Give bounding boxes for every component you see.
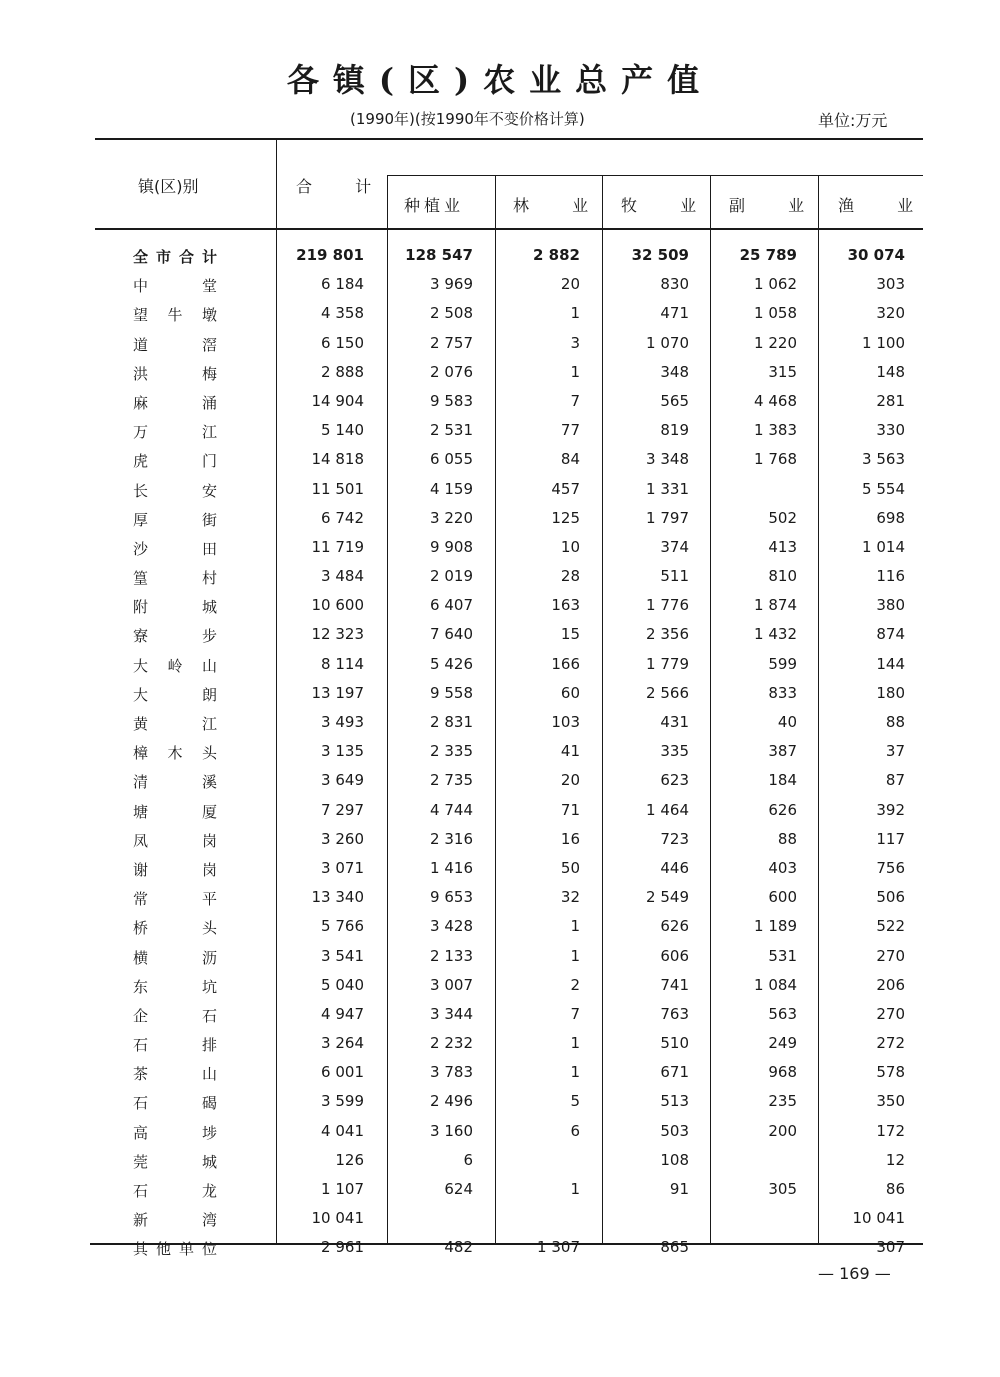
fishery-cell: 307 [876, 1238, 905, 1257]
page-title: 各镇(区)农业总产值 [286, 61, 714, 99]
sideline-cell: 403 [768, 858, 797, 877]
grand-total-row [0, 243, 1000, 272]
table-row [0, 447, 1000, 476]
header-region: 镇(区)别 [138, 177, 199, 196]
total-cell: 6 150 [321, 333, 364, 352]
fishery-cell: 1 014 [862, 537, 905, 556]
sideline-cell: 1 768 [754, 450, 797, 469]
region-cell: 新湾 [133, 1211, 217, 1230]
animal-cell: 91 [669, 1180, 689, 1198]
total-cell: 6 001 [321, 1063, 364, 1082]
region-cell: 企石 [133, 1006, 217, 1025]
forestry-cell: 50 [560, 858, 580, 877]
total-cell: 3 599 [321, 1092, 364, 1111]
sideline-cell: 810 [768, 567, 797, 586]
total-cell: 3 541 [321, 946, 364, 965]
region-cell: 大朗 [133, 685, 217, 704]
top-rule [95, 138, 923, 140]
forestry-cell: 7 [570, 1004, 580, 1023]
animal-cell: 819 [660, 421, 689, 440]
total-cell: 5 766 [321, 917, 364, 936]
animal-cell: 348 [660, 362, 689, 381]
total-cell: 12 323 [311, 625, 364, 644]
sideline-cell: 235 [768, 1092, 797, 1111]
region-cell: 寮步 [133, 627, 217, 646]
forestry-cell: 2 [570, 975, 580, 994]
crop-cell: 5 426 [430, 654, 473, 673]
forestry-cell: 2 882 [533, 246, 580, 264]
forestry-cell: 5 [570, 1092, 580, 1111]
total-cell: 3 264 [321, 1034, 364, 1053]
table-row [0, 1089, 1000, 1118]
table-row [0, 360, 1000, 389]
total-cell: 10 600 [311, 596, 364, 615]
sideline-cell: 40 [777, 713, 797, 731]
fishery-cell: 87 [885, 771, 905, 790]
region-cell: 东坑 [133, 977, 217, 996]
forestry-cell: 6 [570, 1121, 580, 1140]
forestry-cell: 77 [560, 421, 580, 440]
total-cell: 14 818 [311, 450, 364, 469]
region-cell: 厚街 [133, 510, 217, 529]
crop-cell: 2 133 [430, 946, 473, 965]
fishery-cell: 281 [876, 391, 905, 410]
table-row [0, 1206, 1000, 1235]
forestry-cell: 1 [570, 1180, 580, 1198]
region-cell: 横沥 [133, 948, 217, 967]
sideline-cell: 531 [768, 946, 797, 965]
crop-cell: 2 496 [430, 1092, 473, 1111]
region-cell: 中堂 [133, 277, 217, 296]
animal-cell: 471 [660, 304, 689, 323]
sideline-cell: 626 [768, 800, 797, 819]
sideline-cell: 1 084 [754, 975, 797, 994]
animal-cell: 626 [660, 917, 689, 936]
animal-cell: 723 [660, 829, 689, 848]
animal-cell: 513 [660, 1092, 689, 1111]
fishery-cell: 578 [876, 1063, 905, 1082]
header-total: 合 计 [296, 177, 376, 196]
total-cell: 1 107 [321, 1180, 364, 1198]
total-cell: 13 197 [311, 683, 364, 702]
fishery-cell: 303 [876, 275, 905, 294]
total-cell: 6 742 [321, 508, 364, 527]
forestry-cell: 60 [560, 683, 580, 702]
total-cell: 4 041 [321, 1121, 364, 1140]
animal-cell: 108 [660, 1150, 689, 1169]
region-cell: 道滘 [133, 335, 217, 354]
crop-cell: 2 508 [430, 304, 473, 323]
crop-cell: 6 [463, 1150, 473, 1169]
crop-cell: 3 220 [430, 508, 473, 527]
crop-cell: 6 055 [430, 450, 473, 469]
region-cell: 常平 [133, 890, 217, 909]
total-cell: 6 184 [321, 275, 364, 294]
table-row [0, 739, 1000, 768]
total-cell: 126 [335, 1150, 364, 1169]
region-cell: 塘厦 [133, 802, 217, 821]
data-table [0, 243, 1000, 1265]
forestry-cell: 1 [570, 362, 580, 381]
animal-cell: 1 797 [646, 508, 689, 527]
crop-cell: 2 831 [430, 713, 473, 731]
crop-cell: 9 908 [430, 537, 473, 556]
table-row [0, 1060, 1000, 1089]
fishery-cell: 874 [876, 625, 905, 644]
table-row [0, 1119, 1000, 1148]
forestry-cell: 1 [570, 1034, 580, 1053]
crop-cell: 7 640 [430, 625, 473, 644]
forestry-cell: 1 [570, 946, 580, 965]
crop-cell: 2 335 [430, 742, 473, 761]
fishery-cell: 12 [885, 1150, 905, 1169]
forestry-cell: 84 [560, 450, 580, 469]
sideline-cell: 1 220 [754, 333, 797, 352]
crop-cell: 3 428 [430, 917, 473, 936]
crop-cell: 2 316 [430, 829, 473, 848]
region-cell: 石碣 [133, 1094, 217, 1113]
animal-cell: 32 509 [631, 246, 689, 264]
sideline-cell: 599 [768, 654, 797, 673]
total-cell: 13 340 [311, 888, 364, 907]
region-cell: 大岭山 [133, 656, 217, 675]
crop-cell: 9 653 [430, 888, 473, 907]
region-cell: 桥头 [133, 919, 217, 938]
crop-cell: 128 547 [405, 246, 473, 264]
animal-cell: 763 [660, 1004, 689, 1023]
crop-cell: 3 160 [430, 1121, 473, 1140]
animal-cell: 2 549 [646, 888, 689, 907]
table-row [0, 681, 1000, 710]
sideline-cell: 88 [777, 829, 797, 848]
fishery-cell: 270 [876, 946, 905, 965]
region-cell: 望牛墩 [133, 306, 217, 325]
forestry-cell: 1 307 [537, 1238, 580, 1257]
total-cell: 14 904 [311, 391, 364, 410]
animal-cell: 2 356 [646, 625, 689, 644]
sideline-cell: 200 [768, 1121, 797, 1140]
sideline-cell: 1 874 [754, 596, 797, 615]
table-row [0, 389, 1000, 418]
animal-cell: 623 [660, 771, 689, 790]
crop-cell: 2 232 [430, 1034, 473, 1053]
total-cell: 10 041 [311, 1209, 364, 1228]
total-cell: 3 484 [321, 567, 364, 586]
total-cell: 3 135 [321, 742, 364, 761]
forestry-cell: 1 [570, 304, 580, 323]
subtitle: (1990年)(按1990年不变价格计算) [350, 110, 585, 128]
table-row [0, 301, 1000, 330]
fishery-cell: 698 [876, 508, 905, 527]
total-cell: 11 719 [311, 537, 364, 556]
fishery-cell: 172 [876, 1121, 905, 1140]
sideline-cell: 1 383 [754, 421, 797, 440]
total-cell: 3 649 [321, 771, 364, 790]
crop-cell: 6 407 [430, 596, 473, 615]
crop-cell: 482 [444, 1238, 473, 1257]
crop-cell: 2 076 [430, 362, 473, 381]
sideline-cell: 1 189 [754, 917, 797, 936]
table-row [0, 477, 1000, 506]
table-row [0, 1235, 1000, 1264]
animal-cell: 511 [660, 567, 689, 586]
crop-cell: 3 007 [430, 975, 473, 994]
forestry-cell: 163 [551, 596, 580, 615]
table-row [0, 856, 1000, 885]
fishery-cell: 86 [885, 1180, 905, 1198]
fishery-cell: 756 [876, 858, 905, 877]
table-row [0, 1031, 1000, 1060]
fishery-cell: 148 [876, 362, 905, 381]
fishery-cell: 5 554 [862, 479, 905, 498]
total-cell: 4 358 [321, 304, 364, 323]
animal-cell: 1 776 [646, 596, 689, 615]
sideline-cell: 413 [768, 537, 797, 556]
header-forestry: 林 业 [513, 196, 593, 215]
fishery-cell: 180 [876, 683, 905, 702]
region-cell: 沙田 [133, 539, 217, 558]
animal-cell: 503 [660, 1121, 689, 1140]
crop-cell: 2 757 [430, 333, 473, 352]
region-cell: 万江 [133, 423, 217, 442]
crop-cell: 2 019 [430, 567, 473, 586]
sideline-cell: 4 468 [754, 391, 797, 410]
forestry-cell: 16 [560, 829, 580, 848]
sideline-cell: 25 789 [739, 246, 797, 264]
forestry-cell: 10 [560, 537, 580, 556]
page-number: — 169 — [818, 1264, 891, 1283]
region-cell: 凤岗 [133, 831, 217, 850]
total-cell: 5 140 [321, 421, 364, 440]
forestry-cell: 1 [570, 1063, 580, 1082]
sideline-cell: 1 062 [754, 275, 797, 294]
fishery-cell: 10 041 [852, 1209, 905, 1228]
sideline-cell: 968 [768, 1063, 797, 1082]
table-row [0, 418, 1000, 447]
region-cell: 莞城 [133, 1152, 217, 1171]
crop-cell: 1 416 [430, 858, 473, 877]
crop-cell: 4 159 [430, 479, 473, 498]
animal-cell: 1 464 [646, 800, 689, 819]
header-bottom-rule [95, 228, 923, 230]
fishery-cell: 206 [876, 975, 905, 994]
fishery-cell: 320 [876, 304, 905, 323]
table-row [0, 331, 1000, 360]
header-crop: 种植业 [404, 196, 465, 215]
total-cell: 11 501 [311, 479, 364, 498]
animal-cell: 565 [660, 391, 689, 410]
forestry-cell: 457 [551, 479, 580, 498]
table-row [0, 885, 1000, 914]
region-cell: 附城 [133, 598, 217, 617]
table-row [0, 973, 1000, 1002]
table-row [0, 593, 1000, 622]
crop-cell: 4 744 [430, 800, 473, 819]
region-cell: 石排 [133, 1036, 217, 1055]
animal-cell: 1 331 [646, 479, 689, 498]
forestry-cell: 28 [560, 567, 580, 586]
table-row [0, 710, 1000, 739]
crop-cell: 9 558 [430, 683, 473, 702]
crop-cell: 3 783 [430, 1063, 473, 1082]
fishery-cell: 1 100 [862, 333, 905, 352]
animal-cell: 671 [660, 1063, 689, 1082]
total-cell: 2 888 [321, 362, 364, 381]
region-cell: 麻涌 [133, 393, 217, 412]
table-row [0, 564, 1000, 593]
animal-cell: 374 [660, 537, 689, 556]
region-cell: 虎门 [133, 452, 217, 471]
animal-cell: 431 [660, 713, 689, 731]
forestry-cell: 20 [560, 771, 580, 790]
animal-cell: 741 [660, 975, 689, 994]
fishery-cell: 30 074 [847, 246, 905, 264]
region-cell: 黄江 [133, 715, 217, 733]
sideline-cell: 600 [768, 888, 797, 907]
region-cell: 茶山 [133, 1065, 217, 1084]
region-cell: 全市合计 [133, 248, 217, 266]
table-row [0, 622, 1000, 651]
region-cell: 高埗 [133, 1123, 217, 1142]
fishery-cell: 350 [876, 1092, 905, 1111]
crop-cell: 2 531 [430, 421, 473, 440]
header-sideline: 副 业 [729, 196, 809, 215]
crop-cell: 3 969 [430, 275, 473, 294]
sideline-cell: 249 [768, 1034, 797, 1053]
sideline-cell: 502 [768, 508, 797, 527]
region-cell: 洪梅 [133, 364, 217, 383]
region-cell: 谢岗 [133, 860, 217, 879]
table-row [0, 1177, 1000, 1206]
sideline-cell: 184 [768, 771, 797, 790]
animal-cell: 1 779 [646, 654, 689, 673]
region-cell: 石龙 [133, 1182, 217, 1200]
fishery-cell: 330 [876, 421, 905, 440]
region-cell: 清溪 [133, 773, 217, 792]
fishery-cell: 116 [876, 567, 905, 586]
total-cell: 3 493 [321, 713, 364, 731]
forestry-cell: 20 [560, 275, 580, 294]
sideline-cell: 387 [768, 742, 797, 761]
total-cell: 8 114 [321, 654, 364, 673]
forestry-cell: 32 [560, 888, 580, 907]
sideline-cell: 305 [768, 1180, 797, 1198]
forestry-cell: 125 [551, 508, 580, 527]
fishery-cell: 522 [876, 917, 905, 936]
fishery-cell: 37 [885, 742, 905, 761]
total-cell: 5 040 [321, 975, 364, 994]
forestry-cell: 166 [551, 654, 580, 673]
animal-cell: 3 348 [646, 450, 689, 469]
total-cell: 3 071 [321, 858, 364, 877]
animal-cell: 1 070 [646, 333, 689, 352]
header-animal: 牧 业 [621, 196, 701, 215]
unit-label: 单位:万元 [818, 111, 888, 130]
fishery-cell: 270 [876, 1004, 905, 1023]
crop-cell: 9 583 [430, 391, 473, 410]
animal-cell: 510 [660, 1034, 689, 1053]
table-row [0, 827, 1000, 856]
table-row [0, 506, 1000, 535]
header-fishery: 渔 业 [838, 196, 918, 215]
fishery-cell: 117 [876, 829, 905, 848]
forestry-cell: 71 [560, 800, 580, 819]
forestry-cell: 7 [570, 391, 580, 410]
table-row [0, 914, 1000, 943]
region-cell: 其他单位 [133, 1240, 217, 1259]
sideline-cell: 1 432 [754, 625, 797, 644]
animal-cell: 865 [660, 1238, 689, 1257]
crop-cell: 3 344 [430, 1004, 473, 1023]
fishery-cell: 392 [876, 800, 905, 819]
table-row [0, 944, 1000, 973]
forestry-cell: 15 [560, 625, 580, 644]
fishery-cell: 380 [876, 596, 905, 615]
sideline-cell: 563 [768, 1004, 797, 1023]
total-cell: 4 947 [321, 1004, 364, 1023]
total-cell: 219 801 [296, 246, 364, 264]
region-cell: 樟木头 [133, 744, 217, 763]
animal-cell: 606 [660, 946, 689, 965]
table-row [0, 652, 1000, 681]
region-cell: 篁村 [133, 569, 217, 588]
total-cell: 7 297 [321, 800, 364, 819]
region-cell: 长安 [133, 481, 217, 500]
table-row [0, 798, 1000, 827]
table-row [0, 1002, 1000, 1031]
crop-cell: 624 [444, 1180, 473, 1198]
animal-cell: 446 [660, 858, 689, 877]
table-row [0, 272, 1000, 301]
forestry-cell: 3 [570, 333, 580, 352]
forestry-cell: 1 [570, 917, 580, 936]
animal-cell: 830 [660, 275, 689, 294]
animal-cell: 2 566 [646, 683, 689, 702]
total-cell: 2 961 [321, 1238, 364, 1257]
fishery-cell: 3 563 [862, 450, 905, 469]
fishery-cell: 144 [876, 654, 905, 673]
sideline-cell: 315 [768, 362, 797, 381]
table-row [0, 768, 1000, 797]
sideline-cell: 833 [768, 683, 797, 702]
fishery-cell: 88 [885, 713, 905, 731]
fishery-cell: 272 [876, 1034, 905, 1053]
total-cell: 3 260 [321, 829, 364, 848]
table-row [0, 535, 1000, 564]
animal-cell: 335 [660, 742, 689, 761]
fishery-cell: 506 [876, 888, 905, 907]
table-row [0, 1148, 1000, 1177]
sideline-cell: 1 058 [754, 304, 797, 323]
forestry-cell: 103 [551, 713, 580, 731]
crop-cell: 2 735 [430, 771, 473, 790]
subheader-rule [387, 175, 923, 176]
forestry-cell: 41 [560, 742, 580, 761]
